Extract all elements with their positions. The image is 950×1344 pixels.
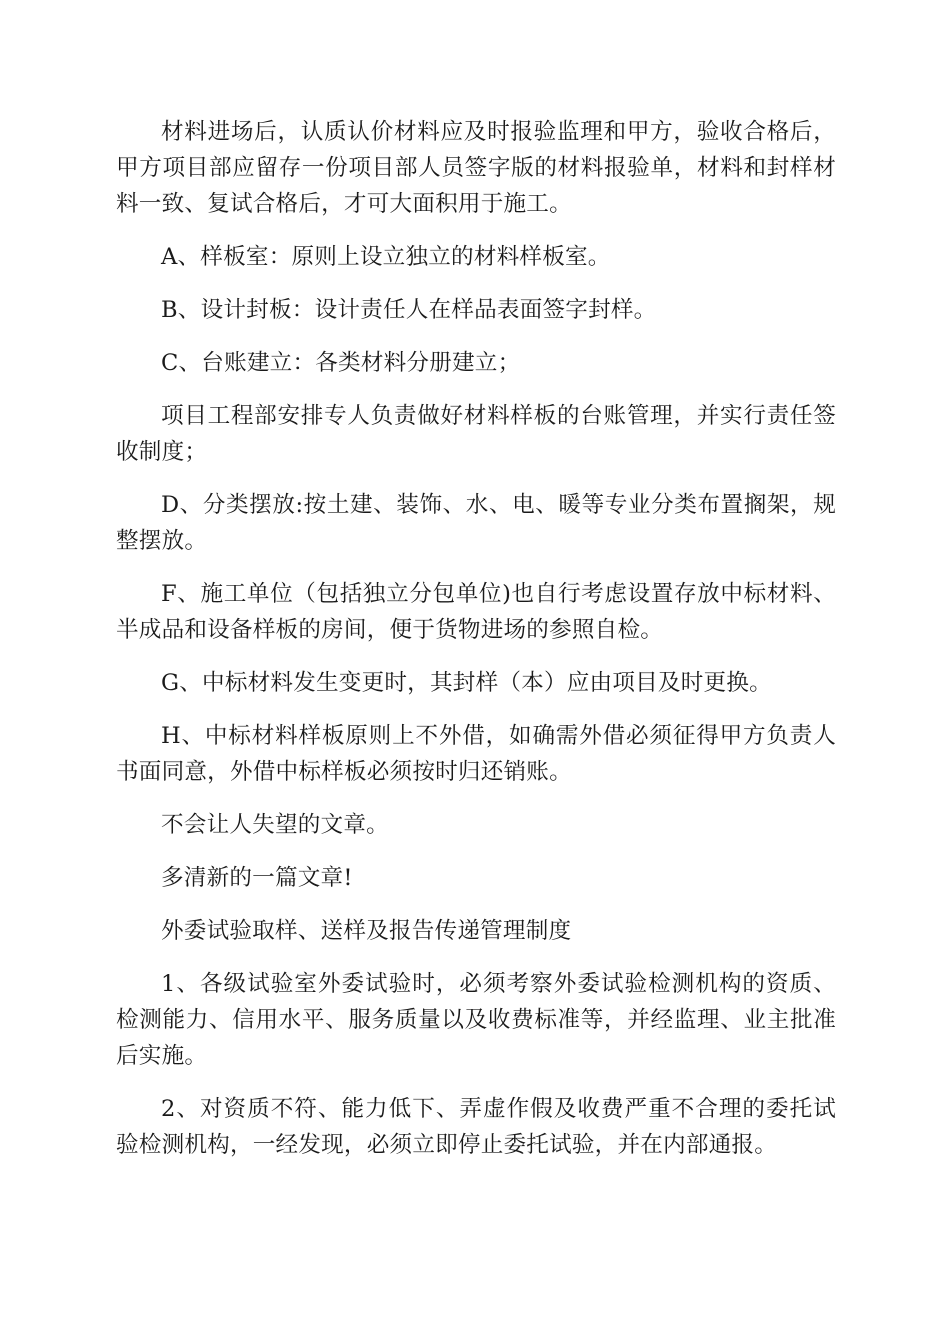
paragraph-ledger: C、台账建立：各类材料分册建立； <box>161 350 521 376</box>
paragraph-rule-1: 1、各级试验室外委试验时，必须考察外委试验检测机构的资质、检测能力、信用水平、服务质量以及收费标准等，并经监理、业主批准后实施。 <box>116 971 836 1069</box>
paragraph-no-lending: H、中标材料样板原则上不外借，如确需外借必须征得甲方负责人书面同意，外借中标样板必须按时归还销账。 <box>116 723 836 785</box>
paragraph-design-seal: B、设计封板：设计责任人在样品表面签字封样。 <box>161 297 657 323</box>
paragraph-sample-room: A、样板室：原则上设立独立的材料样板室。 <box>161 244 611 270</box>
paragraph-material-entry: 材料进场后，认质认价材料应及时报验监理和甲方，验收合格后，甲方项目部应留存一份项目部人员签字版的材料报验单，材料和封样材料一致、复试合格后，才可大面积用于施工。 <box>116 119 836 217</box>
document-body <box>116 114 836 1180</box>
paragraph-material-change: G、中标材料发生变更时，其封样（本）应由项目及时更换。 <box>161 670 772 696</box>
paragraph-rule-2: 2、对资质不符、能力低下、弄虚作假及收费严重不合理的委托试验检测机构，一经发现，必须立即停止委托试验，并在内部通报。 <box>116 1096 836 1158</box>
paragraph-comment-2: 多清新的一篇文章! <box>161 865 353 891</box>
section-heading: 外委试验取样、送样及报告传递管理制度 <box>161 918 572 944</box>
paragraph-classification: D、分类摆放:按土建、装饰、水、电、暖等专业分类布置搁架，规整摆放。 <box>116 492 836 554</box>
paragraph-ledger-management: 项目工程部安排专人负责做好材料样板的台账管理，并实行责任签收制度； <box>116 403 836 465</box>
paragraph-comment-1: 不会让人失望的文章。 <box>161 812 389 838</box>
paragraph-construction-unit: F、施工单位（包括独立分包单位)也自行考虑设置存放中标材料、半成品和设备样板的房间，便于货物进场的参照自检。 <box>116 581 836 643</box>
